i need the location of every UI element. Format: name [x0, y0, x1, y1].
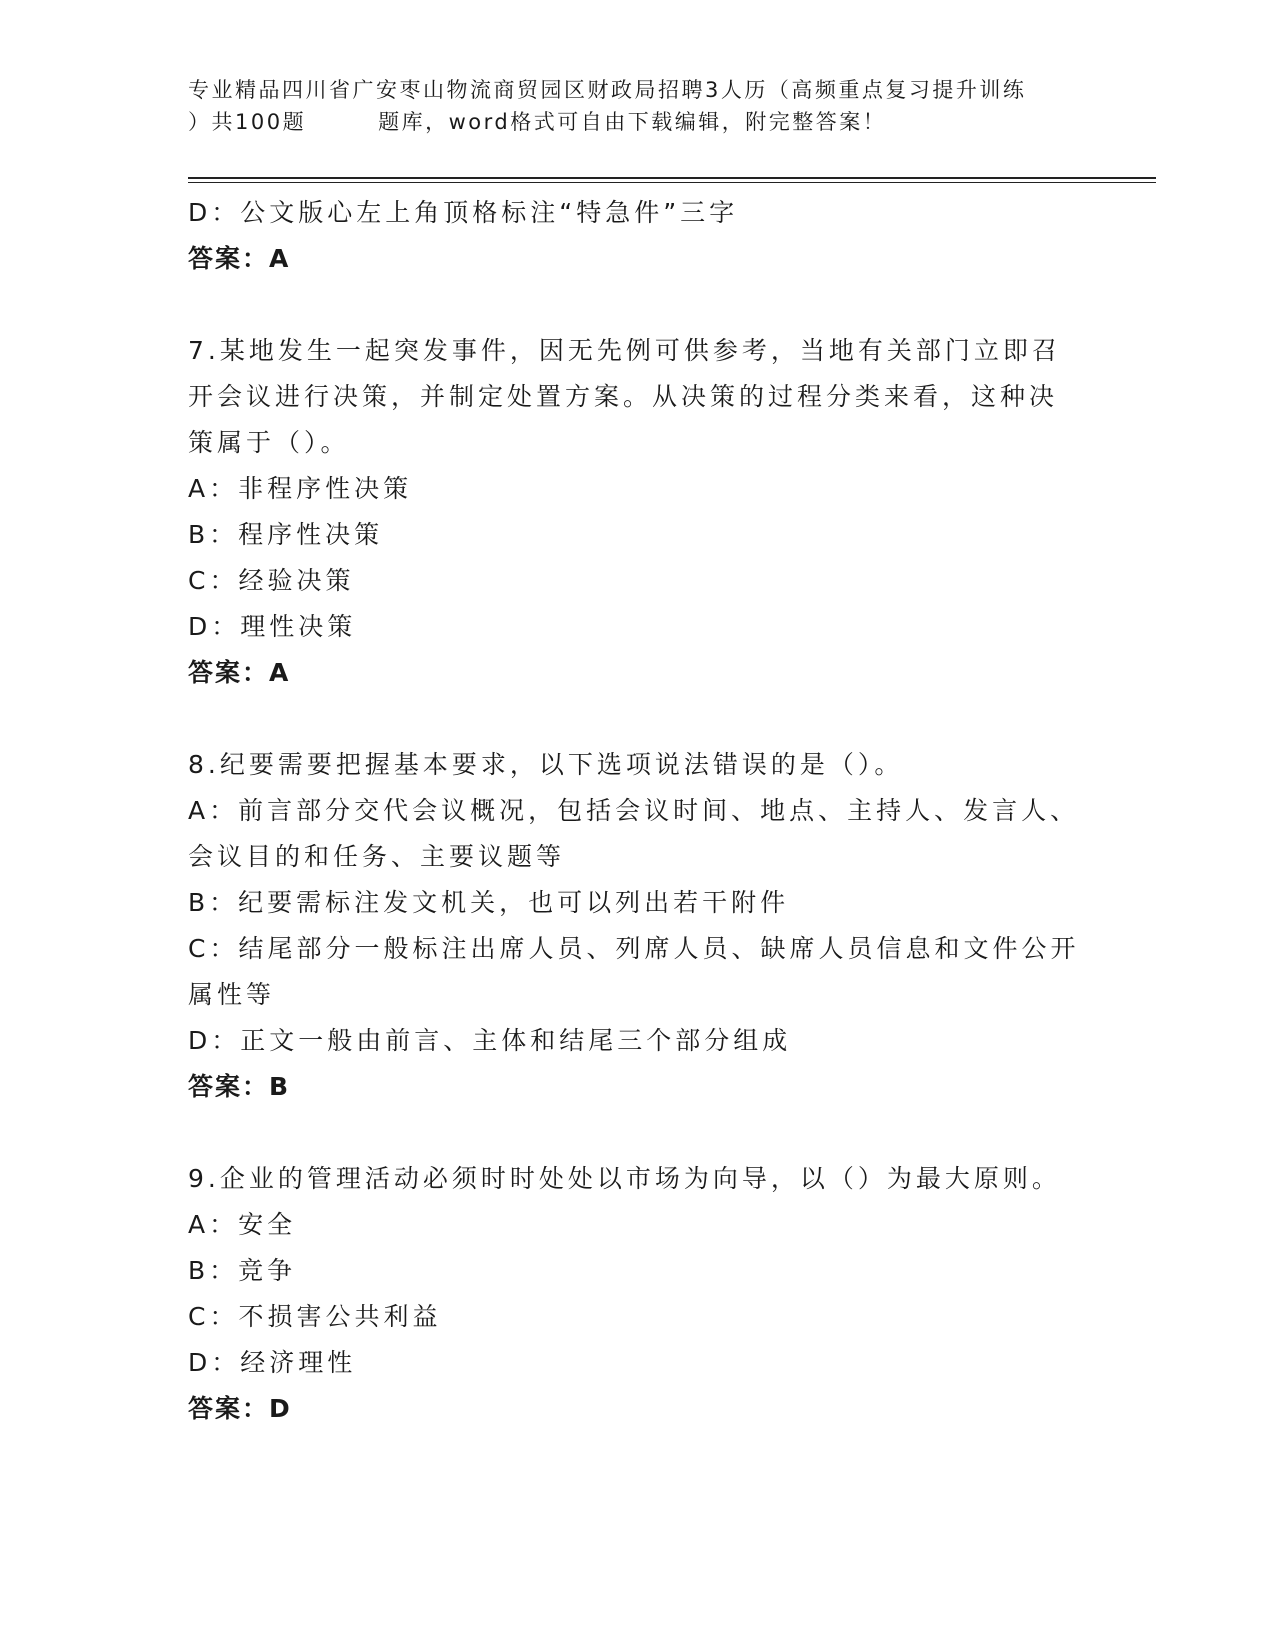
q7-stem-line-3: 策属于（）。: [188, 428, 350, 457]
q9-stem: 9.企业的管理活动必须时时处处以市场为向导，以（）为最大原则。: [188, 1164, 1061, 1193]
q7-option-b: B：程序性决策: [188, 520, 384, 549]
q9-option-d: D：经济理性: [188, 1348, 357, 1377]
q8-answer: 答案：B: [188, 1072, 291, 1101]
header-title-line-1: 专业精品四川省广安枣山物流商贸园区财政局招聘3人历（高频重点复习提升训练: [188, 78, 1027, 102]
q7-option-a: A：非程序性决策: [188, 474, 413, 503]
q9-option-b: B：竞争: [188, 1256, 297, 1285]
q8-option-a-line-2: 会议目的和任务、主要议题等: [188, 842, 566, 871]
q7-option-c: C：经验决策: [188, 566, 355, 595]
header-title-line-2-left: ）共100题: [188, 110, 307, 134]
q8-option-c-line-1: C：结尾部分一般标注出席人员、列席人员、缺席人员信息和文件公开: [188, 934, 1080, 963]
q9-answer: 答案：D: [188, 1394, 292, 1423]
q9-option-a: A：安全: [188, 1210, 297, 1239]
q8-option-d: D：正文一般由前言、主体和结尾三个部分组成: [188, 1026, 792, 1055]
q8-stem: 8.纪要需要把握基本要求，以下选项说法错误的是（）。: [188, 750, 904, 779]
q8-option-b: B：纪要需标注发文机关，也可以列出若干附件: [188, 888, 790, 917]
page-header: [188, 74, 1088, 138]
prev-question-option-d: D：公文版心左上角顶格标注“特急件”三字: [188, 198, 739, 227]
q7-answer: 答案：A: [188, 658, 291, 687]
question-content: [188, 190, 1088, 1432]
q8-option-a-line-1: A：前言部分交代会议概况，包括会议时间、地点、主持人、发言人、: [188, 796, 1080, 825]
header-title-line-2-right: 题库，word格式可自由下载编辑，附完整答案！: [378, 110, 887, 134]
q7-stem-line-1: 7.某地发生一起突发事件，因无先例可供参考，当地有关部门立即召: [188, 336, 1061, 365]
header-divider-thin: [188, 182, 1156, 183]
header-title-line-2: [188, 106, 1088, 138]
q9-option-c: C：不损害公共利益: [188, 1302, 442, 1331]
header-divider-thick: [188, 177, 1156, 179]
q8-option-c-line-2: 属性等: [188, 980, 276, 1009]
q7-stem-line-2: 开会议进行决策，并制定处置方案。从决策的过程分类来看，这种决: [188, 382, 1059, 411]
q7-option-d: D：理性决策: [188, 612, 357, 641]
prev-question-answer: 答案：A: [188, 244, 291, 273]
